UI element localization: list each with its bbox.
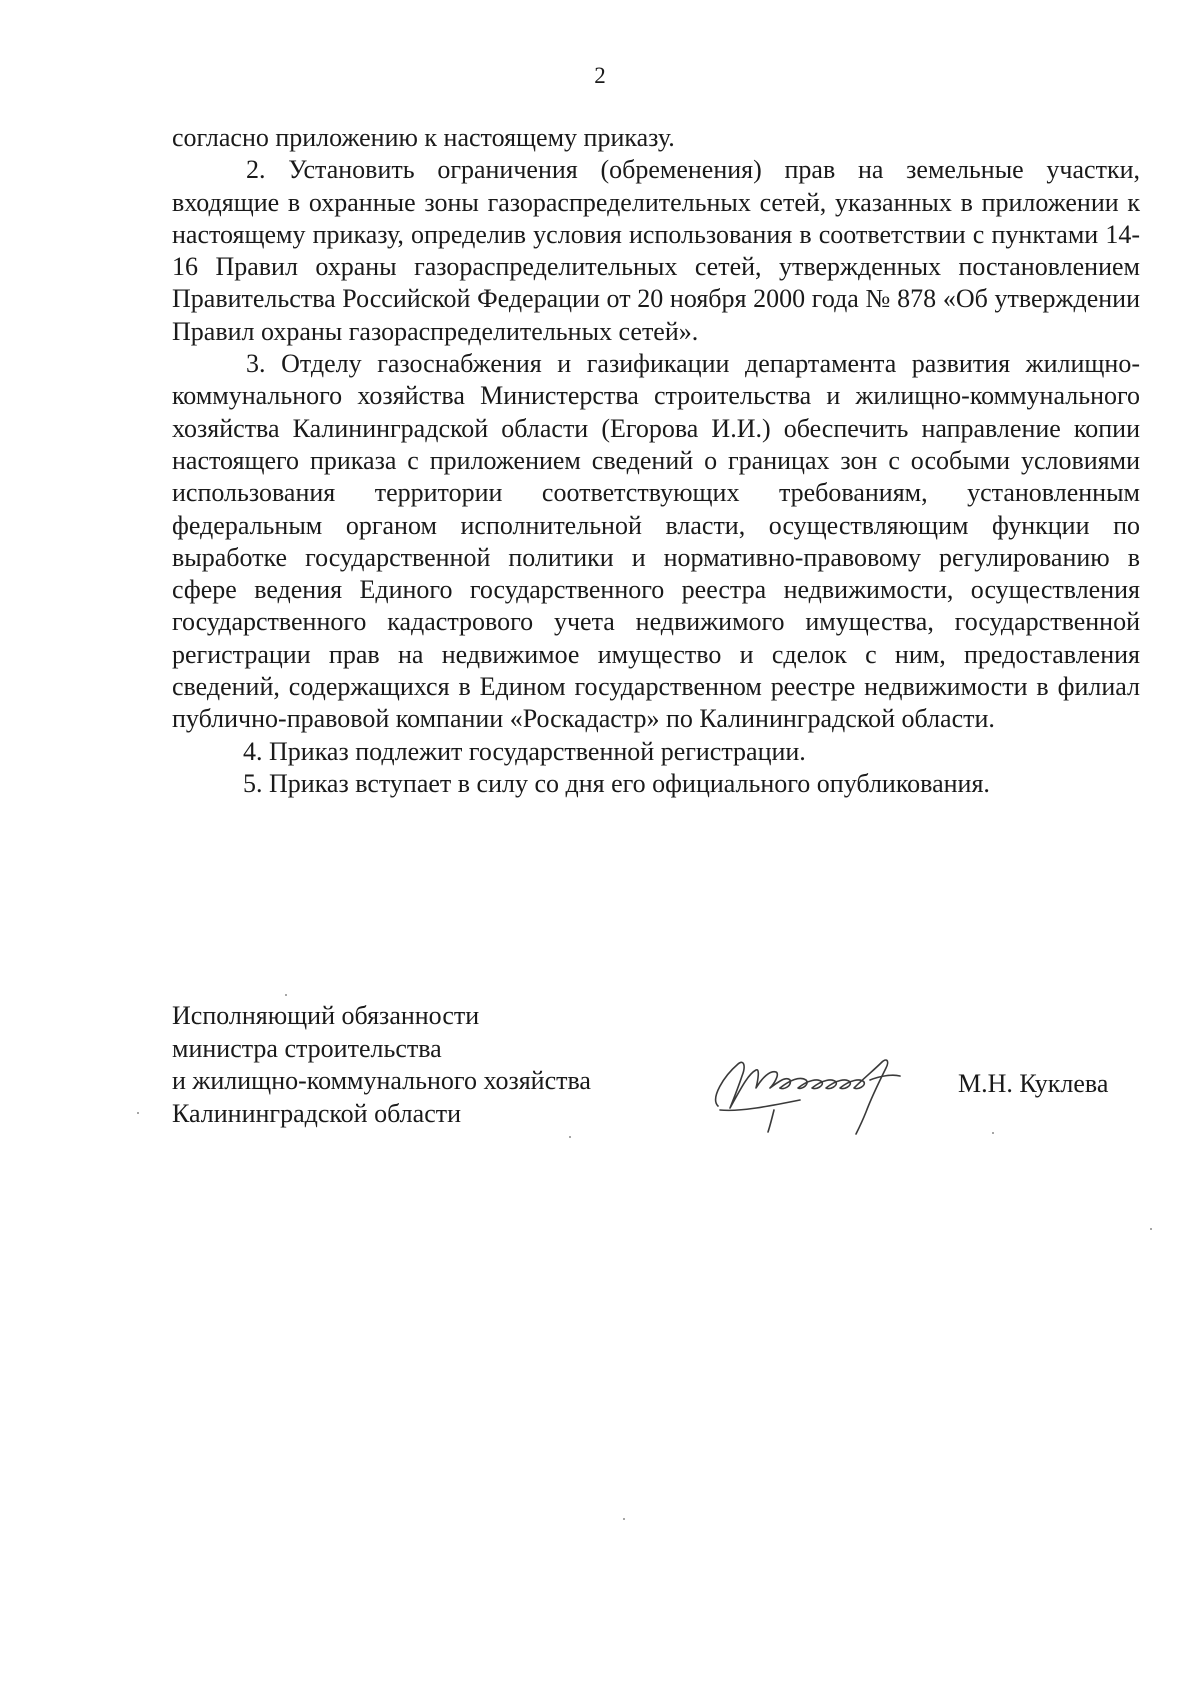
scan-speck xyxy=(1150,1228,1152,1230)
signature-stroke xyxy=(768,1110,774,1132)
paragraph-continuation: согласно приложению к настоящему приказу. xyxy=(172,123,675,152)
paragraph-item-5: 5. Приказ вступает в силу со дня его официального опубликования. xyxy=(243,768,990,798)
signatory-name: М.Н. Куклева xyxy=(958,1069,1109,1098)
signatory-title-line: Калининградской области xyxy=(172,1098,462,1128)
page-number: 2 xyxy=(594,63,606,88)
paragraph-item-3: 3. Отделу газоснабжения и газификации департамента развития жилищно-коммунального хозяйства Министерства строительства и жилищно-коммунального хозяйства Калининградской области (Егорова И.И.) обеспечить направление копии настоящего приказа с приложением сведений о границах зон с особыми условиями использования территории соответствующих требованиям, установленным федеральным органом исполнительной власти, осуществляющим функции по выработке государственной политики и нормативно-правовому регулированию в сфере ведения Единого государственного реестра недвижимости, осуществления государственного кадастрового учета недвижимого имущества, государственной регистрации прав на недвижимое имущество и сделок с ним, предоставления сведений, содержащихся в Едином государственном реестре недвижимости в филиал публично-правовой компании «Роскадастр» по Калининградской области. xyxy=(172,349,1140,734)
scan-speck xyxy=(285,994,287,996)
signature-stroke xyxy=(780,1060,888,1134)
signature-stroke xyxy=(870,1075,900,1080)
paragraph-item-2: 2. Установить ограничения (обременения) прав на земельные участки, входящие в охранные зоны газораспределительных сетей, указанных в приложении к настоящему приказу, определив условия использования в соответствии с пунктами 14-16 Правил охраны газораспределительных сетей, утвержденных постановлением Правительства Российской Федерации от 20 ноября 2000 года № 878 «Об утверждении Правил охраны газораспределительных сетей». xyxy=(172,155,1140,346)
scan-speck xyxy=(137,1112,139,1114)
signatory-title xyxy=(172,1000,692,1130)
document-body xyxy=(172,122,1140,800)
signature-stroke xyxy=(716,1062,791,1108)
scan-speck xyxy=(569,1136,571,1138)
signatory-title-line: и жилищно-коммунального хозяйства xyxy=(172,1066,591,1095)
signatory-title-line: министра строительства xyxy=(172,1033,442,1063)
paragraph-item-4: 4. Приказ подлежит государственной регистрации. xyxy=(243,736,806,766)
signatory-title-line: Исполняющий обязанности xyxy=(172,1001,480,1030)
scan-speck xyxy=(992,1132,994,1134)
handwritten-signature xyxy=(700,1040,930,1140)
scan-speck xyxy=(623,1518,625,1520)
